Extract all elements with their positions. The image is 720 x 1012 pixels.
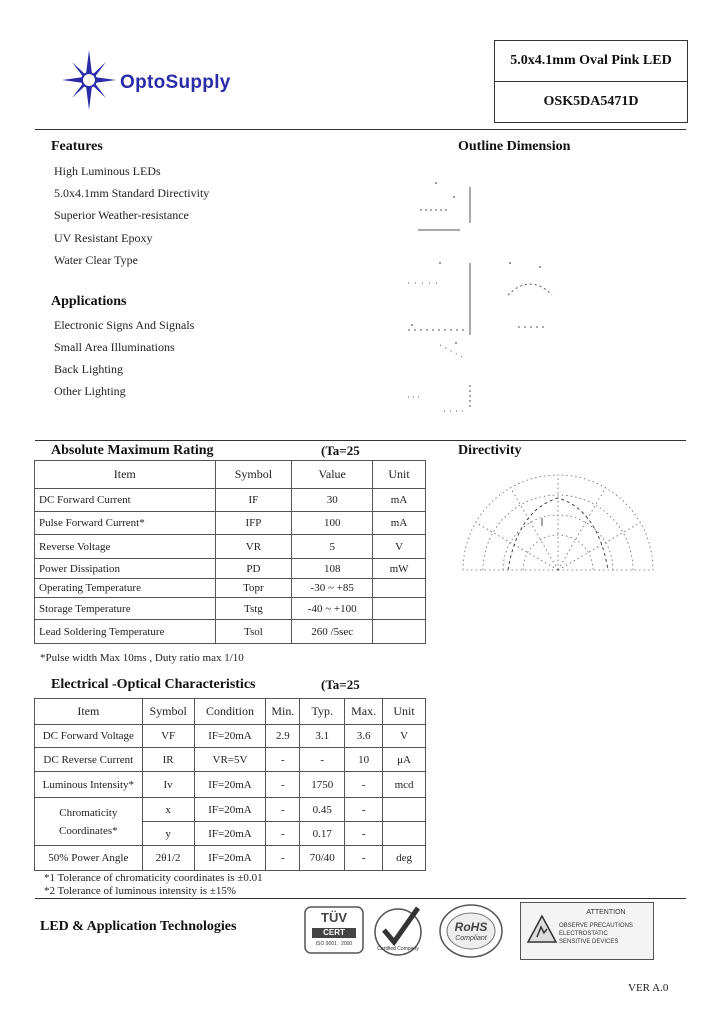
row-item: Operating Temperature	[35, 579, 216, 598]
col-header: Value	[292, 461, 373, 489]
row-max: -	[345, 846, 383, 871]
row-min: 2.9	[266, 725, 300, 748]
col-header: Condition	[194, 699, 266, 725]
rohs-compliant-label: Compliant	[455, 935, 487, 942]
table-row	[35, 620, 426, 644]
row-item: DC Forward Voltage	[35, 725, 143, 748]
row-min: -	[266, 822, 300, 846]
row-unit: V	[373, 535, 426, 559]
certified-company-badge	[372, 904, 424, 958]
row-unit: deg	[383, 846, 426, 871]
applications-heading: Applications	[51, 294, 127, 309]
row-item: Luminous Intensity*	[35, 772, 143, 798]
eo-table	[34, 698, 426, 871]
row-unit	[373, 579, 426, 598]
application-item: Back Lighting	[54, 362, 123, 376]
application-item: Small Area Illuminations	[54, 340, 175, 354]
table-row	[35, 748, 426, 772]
eo-heading: Electrical -Optical Characteristics	[51, 677, 256, 692]
row-value: 30	[292, 489, 373, 512]
col-header: Unit	[373, 461, 426, 489]
row-symbol: IFP	[215, 512, 292, 535]
row-item: 50% Power Angle	[35, 846, 143, 871]
row-item: Reverse Voltage	[35, 535, 216, 559]
col-header: Min.	[266, 699, 300, 725]
tuv-cert-label: CERT	[323, 928, 345, 937]
row-unit: V	[383, 725, 426, 748]
table-row	[35, 598, 426, 620]
row-item: Power Dissipation	[35, 559, 216, 579]
row-typ: -	[300, 748, 345, 772]
table-row	[35, 535, 426, 559]
esd-line-1: OBSERVE PRECAUTIONS	[559, 923, 633, 929]
table-header-row	[35, 461, 426, 489]
row-unit: μA	[383, 748, 426, 772]
abs-max-note: *Pulse width Max 10ms , Duty ratio max 1/10	[40, 652, 244, 664]
row-symbol: IF	[215, 489, 292, 512]
row-condition: VR=5V	[194, 748, 266, 772]
row-symbol: Iv	[142, 772, 194, 798]
brand-logo	[62, 50, 272, 110]
feature-item: 5.0x4.1mm Standard Directivity	[54, 186, 210, 200]
footer-divider	[35, 898, 686, 899]
row-symbol: VR	[215, 535, 292, 559]
row-condition: IF=20mA	[194, 725, 266, 748]
row-typ: 1750	[300, 772, 345, 798]
product-title: 5.0x4.1mm Oval Pink LED	[510, 53, 672, 68]
abs-max-condition: (Ta=25	[321, 443, 360, 458]
row-max: -	[345, 798, 383, 822]
row-value: -30 ~ +85	[292, 579, 373, 598]
rohs-badge	[438, 903, 504, 959]
row-max: -	[345, 822, 383, 846]
table-row	[35, 846, 426, 871]
row-unit: mcd	[383, 772, 426, 798]
row-symbol: Topr	[215, 579, 292, 598]
row-value: 100	[292, 512, 373, 535]
row-unit	[373, 598, 426, 620]
row-symbol: 2θ1/2	[142, 846, 194, 871]
application-item: Other Lighting	[54, 384, 126, 398]
table-row	[35, 772, 426, 798]
row-symbol: VF	[142, 725, 194, 748]
row-min: -	[266, 748, 300, 772]
chroma-item-line1: Chromaticity	[59, 806, 118, 819]
application-item: Electronic Signs And Signals	[54, 318, 195, 332]
table-row	[35, 489, 426, 512]
esd-title: ATTENTION	[586, 909, 626, 916]
row-symbol: Tstg	[215, 598, 292, 620]
row-min: -	[266, 772, 300, 798]
optosupply-star-icon	[62, 50, 116, 110]
directivity-heading: Directivity	[458, 443, 522, 458]
col-header: Item	[35, 699, 143, 725]
row-unit: mA	[373, 489, 426, 512]
feature-item: Water Clear Type	[54, 253, 138, 267]
tuv-cert-badge	[304, 906, 364, 954]
table-row	[35, 725, 426, 748]
col-header: Symbol	[215, 461, 292, 489]
table-row	[35, 559, 426, 579]
row-symbol: Tsol	[215, 620, 292, 644]
table-header-row	[35, 699, 426, 725]
row-condition: IF=20mA	[194, 798, 266, 822]
brand-name: OptoSupply	[120, 72, 231, 93]
row-max: -	[345, 772, 383, 798]
row-typ: 0.17	[300, 822, 345, 846]
directivity-chart	[458, 470, 658, 580]
row-unit: mA	[373, 512, 426, 535]
row-min: -	[266, 798, 300, 822]
row-unit	[383, 798, 426, 822]
iso-label: ISO 9001 : 2000	[315, 941, 353, 947]
middle-divider	[35, 440, 686, 441]
esd-line-3: SENSITIVE DEVICES	[559, 939, 619, 945]
row-value: 5	[292, 535, 373, 559]
col-header: Typ.	[300, 699, 345, 725]
features-heading: Features	[51, 139, 103, 154]
row-unit: mW	[373, 559, 426, 579]
row-value: 260 /5sec	[292, 620, 373, 644]
table-row	[35, 798, 426, 822]
feature-item: UV Resistant Epoxy	[54, 231, 153, 245]
row-item: Pulse Forward Current*	[35, 512, 216, 535]
feature-item: Superior Weather-resistance	[54, 208, 189, 222]
header-divider	[35, 129, 686, 130]
eo-note-2: *2 Tolerance of luminous intensity is ±15%	[44, 885, 237, 897]
table-row	[35, 579, 426, 598]
row-max: 10	[345, 748, 383, 772]
product-title-box	[494, 40, 688, 123]
eo-note-1: *1 Tolerance of chromaticity coordinates is ±0.01	[44, 872, 263, 884]
rohs-label: RoHS	[454, 920, 488, 934]
table-row	[35, 512, 426, 535]
outline-heading: Outline Dimension	[458, 139, 571, 154]
row-value: -40 ~ +100	[292, 598, 373, 620]
row-typ: 0.45	[300, 798, 345, 822]
col-header: Max.	[345, 699, 383, 725]
row-value: 108	[292, 559, 373, 579]
eo-condition: (Ta=25	[321, 677, 360, 692]
row-condition: IF=20mA	[194, 846, 266, 871]
row-symbol: y	[142, 822, 194, 846]
company-name: LED & Application Technologies	[40, 919, 237, 934]
feature-item: High Luminous LEDs	[54, 164, 161, 178]
esd-warning-badge	[520, 902, 654, 960]
row-typ: 70/40	[300, 846, 345, 871]
row-item: Lead Soldering Temperature	[35, 620, 216, 644]
esd-line-2: ELECTROSTATIC	[559, 931, 608, 937]
abs-max-table	[34, 460, 426, 644]
row-min: -	[266, 846, 300, 871]
row-unit	[383, 822, 426, 846]
col-header: Item	[35, 461, 216, 489]
esd-warning-icon	[527, 915, 557, 943]
row-item: Storage Temperature	[35, 598, 216, 620]
part-number: OSK5DA5471D	[495, 81, 687, 122]
row-symbol: PD	[215, 559, 292, 579]
certified-label: Certified Company	[377, 946, 419, 952]
row-typ: 3.1	[300, 725, 345, 748]
col-header: Unit	[383, 699, 426, 725]
version-label: VER A.0	[628, 982, 669, 994]
col-header: Symbol	[142, 699, 194, 725]
row-condition: IF=20mA	[194, 772, 266, 798]
row-max: 3.6	[345, 725, 383, 748]
row-condition: IF=20mA	[194, 822, 266, 846]
tuv-label: TÜV	[321, 910, 347, 925]
chroma-item-line2: Coordinates*	[58, 824, 118, 837]
row-item: DC Forward Current	[35, 489, 216, 512]
abs-max-heading: Absolute Maximum Rating	[51, 443, 214, 458]
row-unit	[373, 620, 426, 644]
row-symbol: IR	[142, 748, 194, 772]
outline-drawing	[400, 175, 580, 425]
row-symbol: x	[142, 798, 194, 822]
row-item: DC Reverse Current	[35, 748, 143, 772]
chroma-item	[35, 798, 143, 846]
